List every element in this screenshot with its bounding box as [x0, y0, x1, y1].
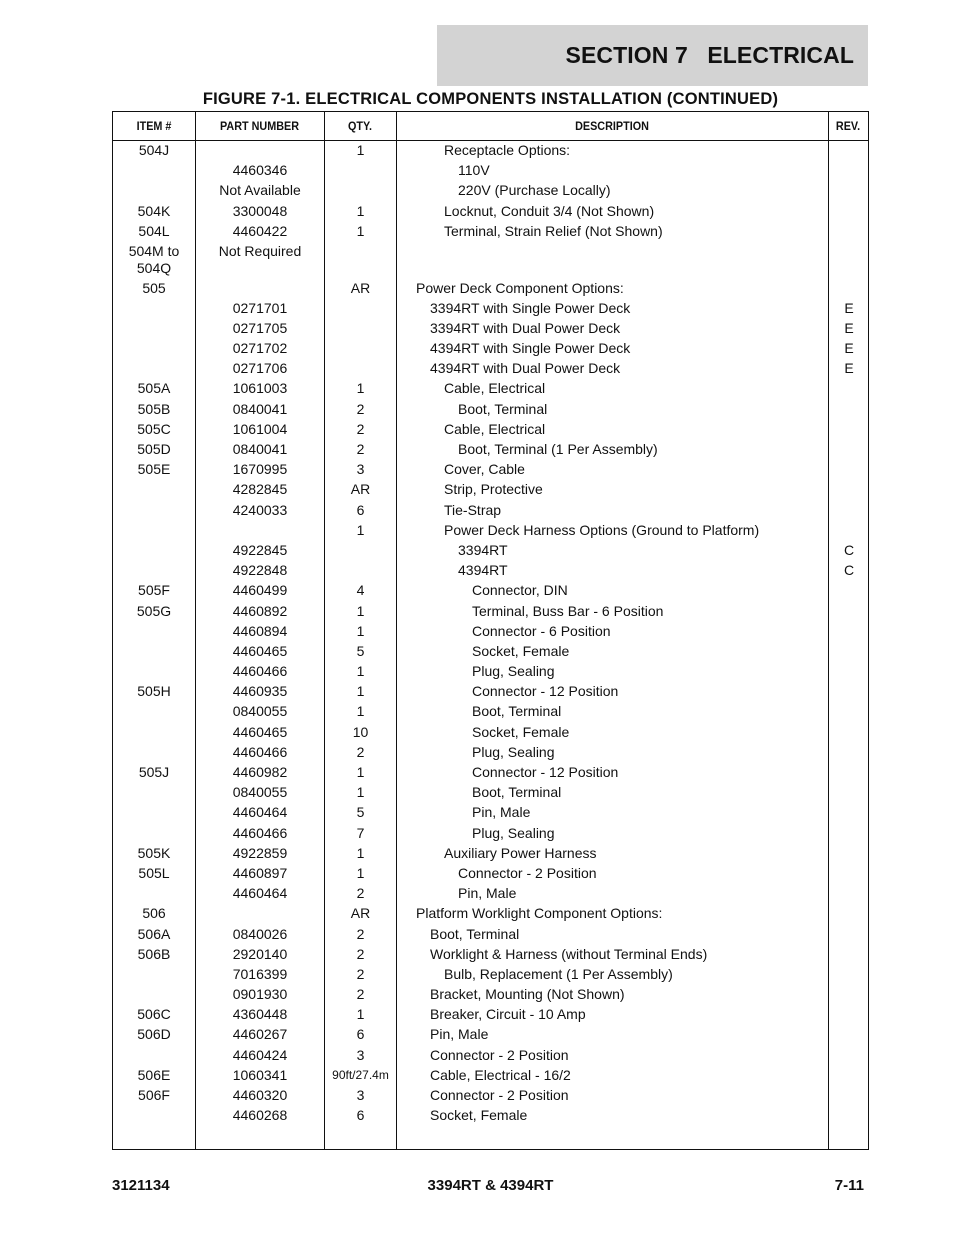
description-cell: Plug, Sealing: [472, 743, 555, 760]
qty-cell: 1: [356, 142, 365, 158]
qty-cell: 1: [356, 380, 365, 397]
part-number-cell: 4460894: [232, 622, 288, 639]
qty-cell: AR: [350, 905, 371, 922]
description-cell: Power Deck Component Options:: [416, 279, 624, 296]
part-number-cell: 4460897: [232, 864, 288, 881]
qty-cell: 2: [356, 925, 365, 942]
description-cell: Connector - 6 Position: [472, 622, 611, 639]
qty-cell: 1: [356, 784, 365, 801]
part-number-cell: 4460422: [232, 222, 288, 239]
qty-cell: 1: [356, 602, 365, 619]
qty-cell: 1: [356, 663, 365, 680]
table-row: [113, 318, 868, 338]
description-cell: Boot, Terminal (1 Per Assembly): [458, 441, 658, 458]
table-row: [113, 520, 868, 540]
description-cell: 4394RT: [458, 562, 508, 579]
table-row: [113, 479, 868, 499]
part-number-cell: 4460424: [232, 1046, 288, 1063]
item-cell: 506C: [137, 1006, 171, 1023]
qty-cell: 2: [356, 965, 365, 982]
table-row: [113, 180, 868, 200]
rev-cell: E: [844, 340, 854, 357]
item-cell: 505K: [137, 844, 171, 861]
description-cell: Socket, Female: [472, 723, 570, 740]
qty-cell: 6: [356, 1026, 365, 1043]
footer-document-number: 3121134: [112, 1177, 170, 1194]
footer-model: 3394RT & 4394RT: [427, 1177, 554, 1194]
description-cell: Worklight & Harness (without Terminal Ends): [430, 945, 708, 962]
item-cell: 505B: [137, 400, 171, 417]
part-number-cell: 4922859: [232, 844, 288, 861]
table-row: [113, 1085, 868, 1105]
description-cell: Pin, Male: [458, 885, 517, 902]
description-cell: Auxiliary Power Harness: [444, 844, 597, 861]
parts-table: [112, 111, 869, 1150]
header-rev: REV.: [835, 119, 861, 133]
description-cell: Boot, Terminal: [472, 703, 562, 720]
part-number-cell: 4460464: [232, 804, 288, 821]
description-cell: Plug, Sealing: [472, 663, 555, 680]
description-cell: 220V (Purchase Locally): [458, 182, 611, 199]
qty-cell: 3: [356, 1087, 365, 1104]
table-row: [113, 399, 868, 419]
table-row: [113, 378, 868, 398]
table-header: [113, 112, 868, 141]
description-cell: Strip, Protective: [444, 481, 543, 498]
part-number-cell: 0901930: [232, 986, 288, 1003]
qty-cell: 6: [356, 501, 365, 518]
part-number-cell: 0271706: [232, 360, 288, 377]
part-number-cell: 4460464: [232, 885, 288, 902]
table-row: [113, 1024, 868, 1044]
description-cell: Cable, Electrical: [444, 420, 546, 437]
description-cell: Pin, Male: [430, 1026, 489, 1043]
part-number-cell: 4240033: [232, 501, 288, 518]
qty-cell: 2: [356, 743, 365, 760]
header-description: DESCRIPTION: [575, 119, 649, 133]
item-cell: 505: [142, 279, 166, 296]
table-row: [113, 843, 868, 863]
item-cell: 506E: [137, 1066, 171, 1083]
qty-cell: 3: [356, 1046, 365, 1063]
qty-cell: 2: [356, 441, 365, 458]
table-row: [113, 601, 868, 621]
qty-cell: 2: [356, 420, 365, 437]
part-number-cell: 4460466: [232, 663, 288, 680]
description-cell: Connector - 2 Position: [430, 1087, 569, 1104]
item-cell: 505E: [137, 461, 171, 478]
table-row: [113, 964, 868, 984]
table-row: [113, 944, 868, 964]
part-number-cell: 1060341: [232, 1066, 288, 1083]
description-cell: Bracket, Mounting (Not Shown): [430, 986, 625, 1003]
description-cell: Socket, Female: [430, 1107, 528, 1124]
table-row: [113, 278, 868, 298]
item-cell: 505F: [138, 582, 170, 599]
table-row: [113, 641, 868, 661]
part-number-cell: 0840055: [232, 784, 288, 801]
description-cell: 110V: [458, 162, 490, 179]
part-number-cell: 1670995: [232, 461, 288, 478]
part-number-cell: 0271705: [232, 319, 288, 336]
rev-cell: E: [844, 360, 854, 377]
description-cell: Cover, Cable: [444, 461, 525, 478]
table-row: [113, 722, 868, 742]
qty-cell: AR: [350, 481, 371, 498]
part-number-cell: 4922845: [232, 541, 288, 558]
qty-cell: 3: [356, 461, 365, 478]
description-cell: Boot, Terminal: [458, 400, 548, 417]
rev-cell: E: [844, 299, 854, 316]
qty-cell: 5: [356, 804, 365, 821]
table-row: [113, 742, 868, 762]
part-number-cell: 0840026: [232, 925, 288, 942]
table-row: [113, 883, 868, 903]
part-number-cell: 4360448: [232, 1006, 288, 1023]
part-number-cell: 4282845: [232, 481, 288, 498]
qty-cell: 1: [356, 1006, 365, 1023]
item-cell: 506A: [137, 925, 171, 942]
table-row: [113, 621, 868, 641]
description-cell: Receptacle Options:: [444, 142, 571, 158]
part-number-cell: 4460346: [232, 162, 288, 179]
table-row: [113, 500, 868, 520]
qty-cell: 6: [356, 1107, 365, 1124]
qty-cell: 1: [356, 703, 365, 720]
item-cell: 505D: [137, 441, 171, 458]
part-number-cell: 0840041: [232, 441, 288, 458]
header-item: ITEM #: [136, 119, 172, 133]
table-row: [113, 459, 868, 479]
footer-page-number: 7-11: [834, 1177, 864, 1194]
part-number-cell: 0271702: [232, 340, 288, 357]
qty-cell: 5: [356, 642, 365, 659]
qty-cell: 2: [356, 945, 365, 962]
item-cell: 506: [142, 905, 166, 922]
item-cell: 505L: [138, 864, 170, 881]
table-row: [113, 762, 868, 782]
description-cell: Socket, Female: [472, 642, 570, 659]
table-row: [113, 1004, 868, 1024]
item-cell: 504J: [138, 142, 170, 158]
section-title: SECTION 7 ELECTRICAL: [565, 42, 854, 68]
part-number-cell: 4460892: [232, 602, 288, 619]
part-number-cell: 1061003: [232, 380, 288, 397]
figure-title: FIGURE 7-1. ELECTRICAL COMPONENTS INSTALLATION (CONTINUED): [202, 90, 779, 108]
description-cell: 4394RT with Single Power Deck: [430, 340, 631, 357]
table-row: [113, 1045, 868, 1065]
qty-cell: AR: [350, 279, 371, 296]
table-row: [113, 924, 868, 944]
part-number-cell: 0271701: [232, 299, 288, 316]
qty-cell: 2: [356, 400, 365, 417]
qty-cell: 1: [356, 764, 365, 781]
table-row: [113, 1105, 868, 1125]
header-qty: QTY.: [347, 119, 372, 133]
rev-cell: C: [843, 562, 855, 579]
item-cell: 506D: [137, 1026, 171, 1043]
item-cell: 505A: [137, 380, 171, 397]
table-body: [113, 140, 868, 1125]
part-number-cell: 4460499: [232, 582, 288, 599]
qty-cell: 2: [356, 885, 365, 902]
item-cell: 505C: [137, 420, 171, 437]
qty-cell: 10: [352, 723, 369, 740]
table-row: [113, 439, 868, 459]
part-number-cell: 4460982: [232, 764, 288, 781]
description-cell: Power Deck Harness Options (Ground to Platform): [444, 521, 760, 538]
rev-cell: E: [844, 319, 854, 336]
part-number-cell: 0840041: [232, 400, 288, 417]
description-cell: Cable, Electrical: [444, 380, 546, 397]
table-row: [113, 863, 868, 883]
description-cell: Boot, Terminal: [430, 925, 520, 942]
table-row: [113, 358, 868, 378]
item-cell: 504M to 504Q: [128, 242, 180, 276]
part-number-cell: 1061004: [232, 420, 288, 437]
description-cell: Plug, Sealing: [472, 824, 555, 841]
part-number-cell: 4922848: [232, 562, 288, 579]
description-cell: Bulb, Replacement (1 Per Assembly): [444, 965, 673, 982]
qty-cell: 2: [356, 986, 365, 1003]
qty-cell: 1: [356, 622, 365, 639]
part-number-cell: 4460268: [232, 1107, 288, 1124]
part-number-cell: 0840055: [232, 703, 288, 720]
table-row: [113, 661, 868, 681]
description-cell: 3394RT with Dual Power Deck: [430, 319, 621, 336]
qty-cell: 1: [356, 864, 365, 881]
item-cell: 505J: [138, 764, 170, 781]
table-row: [113, 140, 868, 160]
description-cell: Tie-Strap: [444, 501, 502, 518]
description-cell: 4394RT with Dual Power Deck: [430, 360, 621, 377]
table-row: [113, 802, 868, 822]
description-cell: Terminal, Strain Relief (Not Shown): [444, 222, 663, 239]
table-row: [113, 560, 868, 580]
table-row: [113, 681, 868, 701]
part-number-cell: 4460320: [232, 1087, 288, 1104]
qty-cell: 7: [356, 824, 365, 841]
part-number-cell: 4460935: [232, 683, 288, 700]
table-row: [113, 580, 868, 600]
description-cell: Connector, DIN: [472, 582, 568, 599]
part-number-cell: 4460465: [232, 642, 288, 659]
table-row: [113, 782, 868, 802]
description-cell: Pin, Male: [472, 804, 531, 821]
table-row: [113, 160, 868, 180]
part-number-cell: Not Required: [218, 242, 302, 259]
part-number-cell: 4460466: [232, 824, 288, 841]
item-cell: 506B: [137, 945, 171, 962]
qty-cell: 4: [356, 582, 365, 599]
description-cell: Locknut, Conduit 3/4 (Not Shown): [444, 202, 655, 219]
section-banner: [437, 25, 868, 86]
rev-cell: C: [843, 541, 855, 558]
description-cell: 3394RT: [458, 541, 508, 558]
item-cell: 504L: [138, 222, 170, 239]
item-cell: 504K: [137, 202, 171, 219]
qty-cell: 90ft/27.4m: [332, 1067, 389, 1082]
qty-cell: 1: [356, 521, 365, 538]
description-cell: Connector - 2 Position: [458, 864, 597, 881]
part-number-cell: 4460465: [232, 723, 288, 740]
item-cell: 505H: [137, 683, 171, 700]
part-number-cell: Not Available: [219, 182, 301, 199]
description-cell: Terminal, Buss Bar - 6 Position: [472, 602, 664, 619]
table-row: [113, 701, 868, 721]
table-row: [113, 903, 868, 923]
table-row: [113, 338, 868, 358]
table-row: [113, 298, 868, 318]
table-row: [113, 823, 868, 843]
description-cell: Connector - 12 Position: [472, 683, 619, 700]
description-cell: Breaker, Circuit - 10 Amp: [430, 1006, 586, 1023]
qty-cell: 1: [356, 683, 365, 700]
table-row: [113, 1065, 868, 1085]
description-cell: 3394RT with Single Power Deck: [430, 299, 631, 316]
description-cell: Connector - 2 Position: [430, 1046, 569, 1063]
part-number-cell: 4460267: [232, 1026, 288, 1043]
table-row: [113, 201, 868, 221]
header-part-number: PART NUMBER: [219, 119, 300, 133]
description-cell: Connector - 12 Position: [472, 764, 619, 781]
item-cell: 506F: [138, 1087, 170, 1104]
qty-cell: 1: [356, 222, 365, 239]
part-number-cell: 4460466: [232, 743, 288, 760]
description-cell: Cable, Electrical - 16/2: [430, 1066, 571, 1083]
table-row: [113, 540, 868, 560]
qty-cell: 1: [356, 844, 365, 861]
description-cell: Boot, Terminal: [472, 784, 562, 801]
table-row: [113, 241, 868, 278]
part-number-cell: 2920140: [232, 945, 288, 962]
table-row: [113, 984, 868, 1004]
description-cell: Platform Worklight Component Options:: [416, 905, 663, 922]
part-number-cell: 3300048: [232, 202, 288, 219]
part-number-cell: 7016399: [232, 965, 288, 982]
qty-cell: 1: [356, 202, 365, 219]
item-cell: 505G: [136, 602, 172, 619]
table-row: [113, 419, 868, 439]
table-row: [113, 221, 868, 241]
